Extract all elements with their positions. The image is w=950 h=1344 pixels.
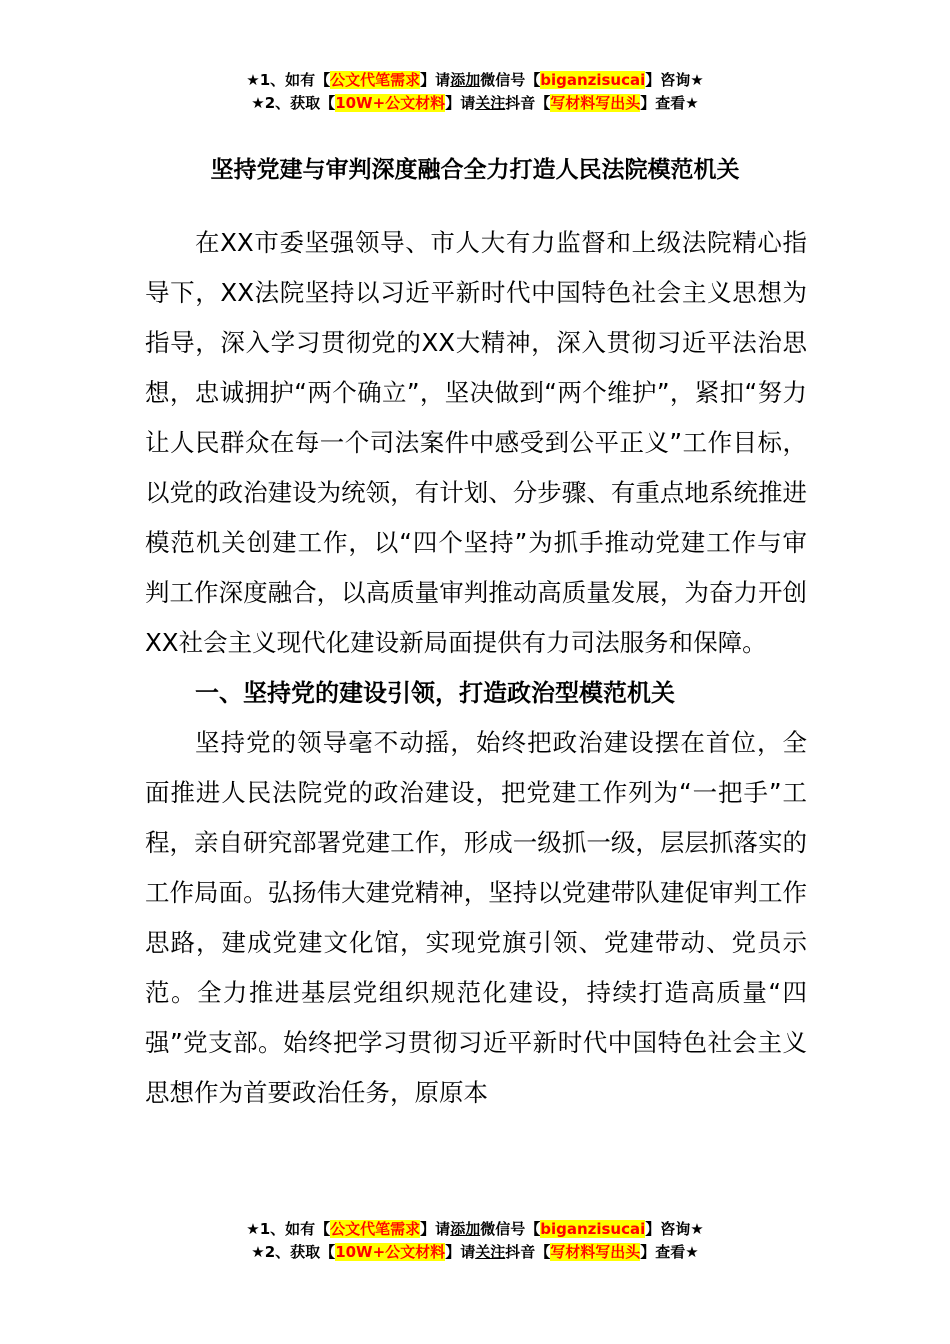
promo-highlight-wechat-id: biganzisucai bbox=[540, 71, 646, 89]
promo-banner-top bbox=[0, 69, 950, 115]
promo-text: 】咨询★ bbox=[645, 1220, 704, 1238]
promo-text: ★2、获取【 bbox=[251, 1243, 336, 1261]
promo-text: 】请 bbox=[445, 94, 476, 112]
promo-highlight-ghostwriting: 公文代笔需求 bbox=[330, 1220, 421, 1238]
promo-highlight-materials: 10W+公文材料 bbox=[335, 1243, 446, 1261]
promo-highlight-materials: 10W+公文材料 bbox=[335, 94, 446, 112]
promo-line-2 bbox=[0, 92, 950, 115]
section-1-paragraph: 坚持党的领导毫不动摇，始终把政治建设摆在首位，全面推进人民法院党的政治建设，把党建工作列为“一把手”工程，亲自研究部署党建工作，形成一级抓一级，层层抓落实的工作局面。弘扬伟大建党精神，坚持以党建带队建促审判工作思路，建成党建文化馆，实现党旗引领、党建带动、党员示范。全力推进基层党组织规范化建设，持续打造高质量“四强”党支部。始终把学习贯彻习近平新时代中国特色社会主义思想作为首要政治任务，原原本 bbox=[145, 728, 807, 1107]
promo-text: 抖音【 bbox=[505, 1243, 551, 1261]
section-heading-1: 一、坚持党的建设引领，打造政治型模范机关 bbox=[195, 679, 675, 707]
promo-text: 微信号【 bbox=[480, 1220, 541, 1238]
intro-paragraph: 在XX市委坚强领导、市人大有力监督和上级法院精心指导下，XX法院坚持以习近平新时代中国特色社会主义思想为指导，深入学习贯彻党的XX大精神，深入贯彻习近平法治思想，忠诚拥护“两个确立”，坚决做到“两个维护”，紧扣“努力让人民群众在每一个司法案件中感受到公平正义”工作目标，以党的政治建设为统领，有计划、分步骤、有重点地系统推进模范机关创建工作，以“四个坚持”为抓手推动党建工作与审判工作深度融合，以高质量审判推动高质量发展，为奋力开创XX社会主义现代化建设新局面提供有力司法服务和保障。 bbox=[145, 228, 807, 657]
promo-line-1 bbox=[0, 69, 950, 92]
promo-text: 】咨询★ bbox=[645, 71, 704, 89]
promo-text: 】请 bbox=[420, 71, 451, 89]
promo-text: ★2、获取【 bbox=[251, 94, 336, 112]
promo-text: 微信号【 bbox=[480, 71, 541, 89]
promo-text: 】请 bbox=[420, 1220, 451, 1238]
promo-banner-bottom bbox=[0, 1218, 950, 1264]
document-title: 坚持党建与审判深度融合全力打造人民法院模范机关 bbox=[210, 157, 740, 183]
promo-line-2 bbox=[0, 1241, 950, 1264]
promo-line-1 bbox=[0, 1218, 950, 1241]
promo-underline-add: 添加 bbox=[450, 1220, 481, 1238]
promo-underline-follow: 关注 bbox=[475, 1243, 506, 1261]
promo-text: 抖音【 bbox=[505, 94, 551, 112]
promo-text: 】查看★ bbox=[640, 94, 699, 112]
promo-highlight-wechat-id: biganzisucai bbox=[540, 1220, 646, 1238]
promo-text: ★1、如有【 bbox=[246, 1220, 331, 1238]
promo-highlight-ghostwriting: 公文代笔需求 bbox=[330, 71, 421, 89]
promo-text: ★1、如有【 bbox=[246, 71, 331, 89]
promo-text: 】查看★ bbox=[640, 1243, 699, 1261]
document-body bbox=[145, 218, 807, 1118]
promo-underline-follow: 关注 bbox=[475, 94, 506, 112]
promo-highlight-douyin: 写材料写出头 bbox=[550, 1243, 641, 1261]
promo-underline-add: 添加 bbox=[450, 71, 481, 89]
promo-text: 】请 bbox=[445, 1243, 476, 1261]
promo-highlight-douyin: 写材料写出头 bbox=[550, 94, 641, 112]
